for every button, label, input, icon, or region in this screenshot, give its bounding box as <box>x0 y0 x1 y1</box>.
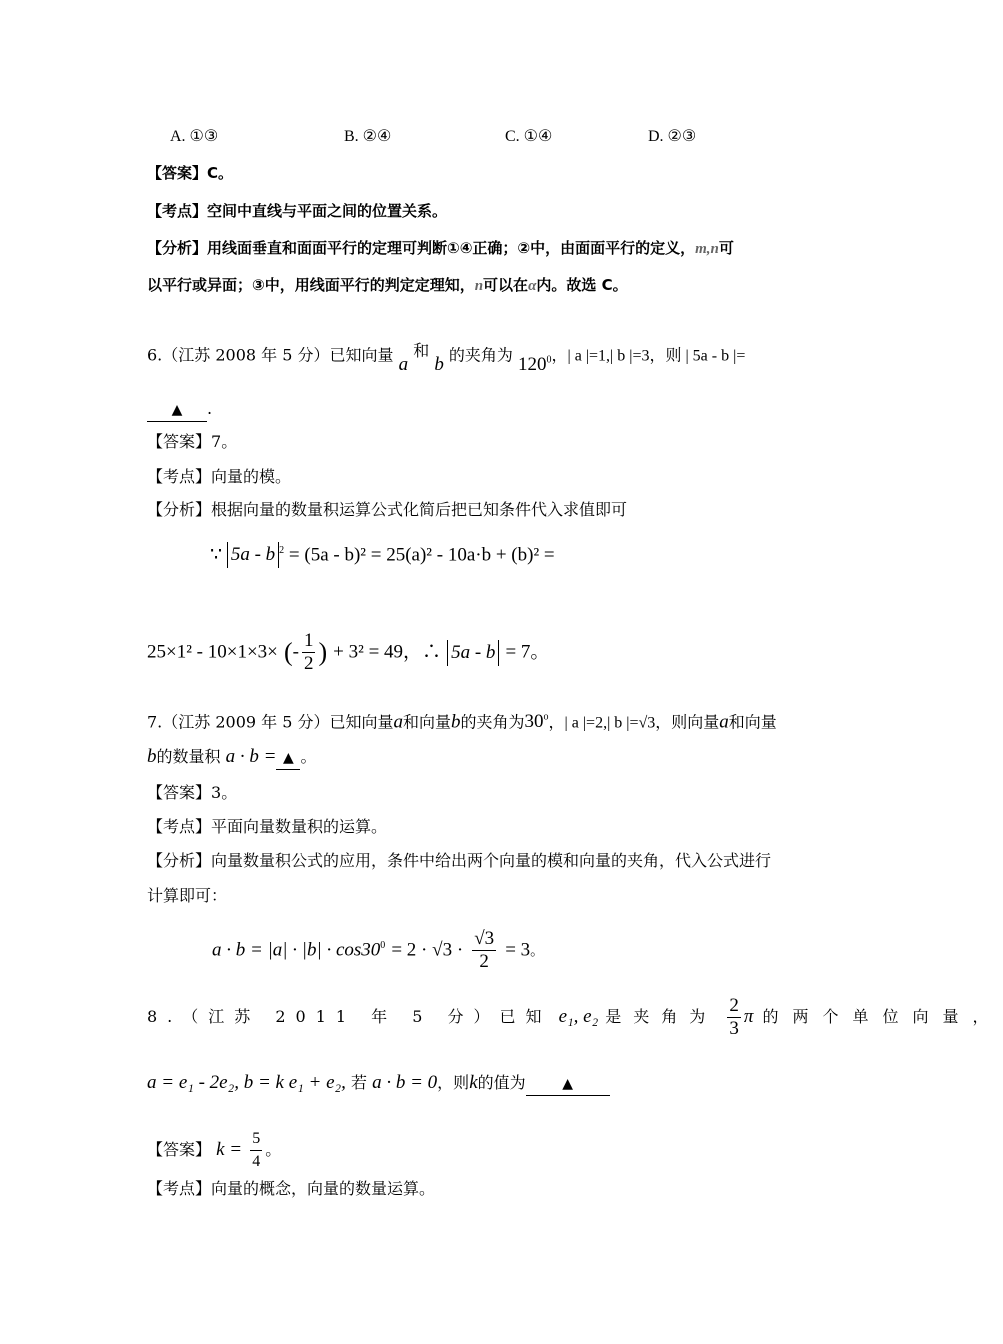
q8-stem-line2: a = e₁ - 2e₂, b = k e₁ + e₂, 若 a · b = 0，则k的值为 ▲ <box>147 1072 610 1096</box>
q7-stem-line2: b的数量积 a · b = ▲ 。 <box>147 746 316 770</box>
q5-analysis-line1: 【分析】用线面垂直和面面平行的定理可判断①④正确；②中，由面面平行的定义，m,n可 <box>147 239 734 257</box>
q6-point: 【考点】向量的模。 <box>147 467 292 486</box>
q7-point: 【考点】平面向量数量积的运算。 <box>147 817 388 836</box>
q6-stem: 6.（江苏 2008 年 5 分）已知向量 a 和 b 的夹角为 $120^0$，| a |=1,| b |=3，则 | 5a - b |= <box>147 341 746 376</box>
q6-equation-2: 25×1² - 10×1×3× (- $\frac{1}{2}$ ) + 3² = 49，∴ 5a - b = 7。 <box>147 630 550 674</box>
option-c: C. ①④ <box>505 128 553 145</box>
option-d: D. ②③ <box>648 128 697 145</box>
q6-answer-blank: ▲ <box>147 398 207 422</box>
q8-stem-line1: 8.（江苏 2011 年 5 分）已知 e₁, e₂ 是夹角为 $\frac{2}{3}$ π 的两个单位向量， <box>147 995 1003 1039</box>
q6-fraction: $\frac{1}{2}$ <box>303 630 314 674</box>
q6-equation-1: ∵ 5a - b $^2$ = (5a - b)² = 25(a)² - 10a·b + (b)² = <box>210 540 555 568</box>
q8-fraction: $\frac{2}{3}$ <box>729 995 739 1039</box>
q8-point: 【考点】向量的概念，向量的数量运算。 <box>147 1179 436 1198</box>
q5-answer: 【答案】C。 <box>147 164 234 182</box>
q6-blank-line: ▲ . <box>147 398 212 422</box>
q6-analysis: 【分析】根据向量的数量积运算公式化简后把已知条件代入求值即可 <box>147 500 628 519</box>
q5-analysis-line2: 以平行或异面；③中，用线面平行的判定定理知，n可以在α内。故选 C。 <box>147 276 628 294</box>
option-a: A. ①③ <box>170 128 219 145</box>
q7-equation: $a \cdot b = |a| \cdot |b| \cdot \cos 30^0 = 2 \cdot √3$ · $\frac{√3}{2}$ = 3。 <box>212 928 545 972</box>
q8-answer-blank: ▲ <box>526 1072 610 1096</box>
q6-answer: 【答案】7。 <box>147 432 238 451</box>
q5-point: 【考点】空间中直线与平面之间的位置关系。 <box>147 202 448 220</box>
q7-analysis-line2: 计算即可： <box>147 886 228 905</box>
q7-answer: 【答案】3。 <box>147 783 238 802</box>
option-b: B. ②④ <box>344 128 392 145</box>
q7-answer-blank: ▲ <box>276 746 300 770</box>
q7-stem-line1: 7.（江苏 2009 年 5 分）已知向量a和向量b的夹角为30$^o$，| a |=2,| b |=√3，则向量a和向量 <box>147 711 777 733</box>
q7-fraction: $\frac{√3}{2}$ <box>474 928 495 972</box>
q8-answer: 【答案】 k = $\frac{5}{4}$ 。 <box>147 1128 281 1173</box>
q7-analysis-line1: 【分析】向量数量积公式的应用，条件中给出两个向量的模和向量的夹角，代入公式进行 <box>147 851 772 870</box>
q8-answer-fraction: $\frac{5}{4}$ <box>252 1130 261 1170</box>
